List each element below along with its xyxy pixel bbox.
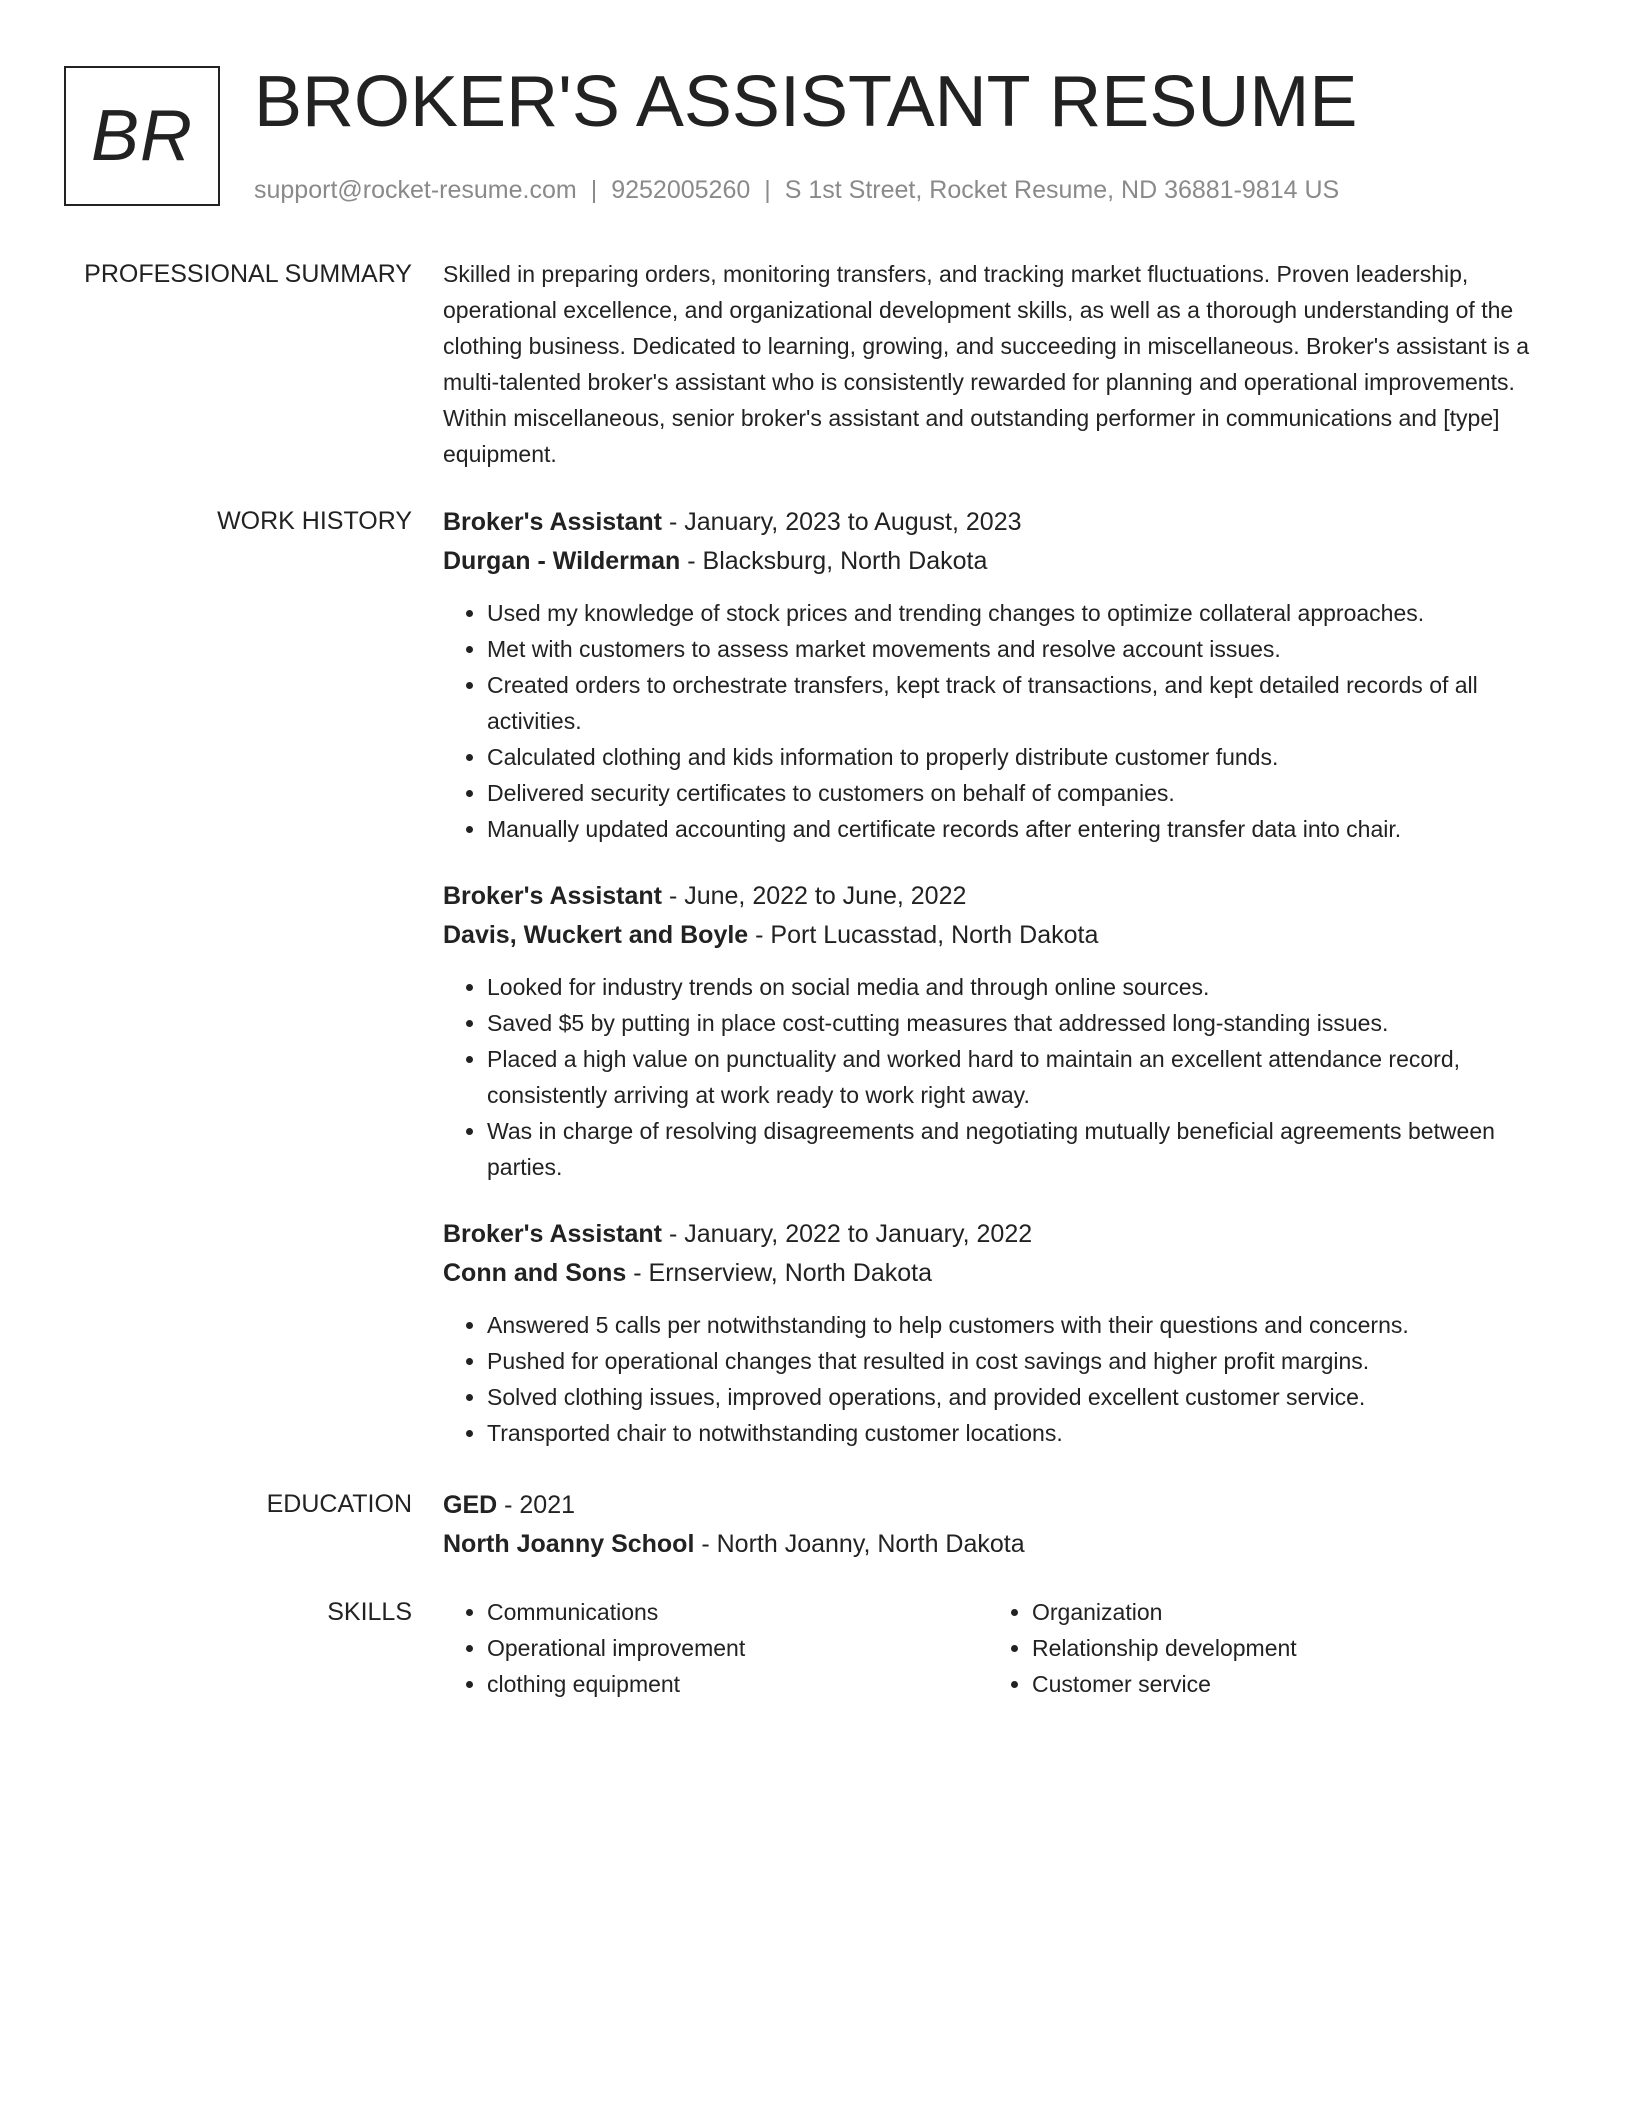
education-degree: GED — [443, 1491, 498, 1519]
job-bullet: • Delivered security certificates to customers on behalf of companies. — [487, 775, 1553, 811]
job-bullets — [443, 595, 1553, 847]
contact-line — [254, 170, 1339, 210]
job-entry — [443, 1215, 1553, 1451]
job-location: - Blacksburg, North Dakota — [680, 547, 988, 575]
skills-list — [443, 1594, 988, 1702]
job-entry — [443, 877, 1553, 1185]
job-bullet: • Placed a high value on punctuality and worked hard to maintain an excellent attendance record, consistently arriving at work ready to work right away. — [487, 1041, 1553, 1113]
contact-separator: | — [590, 176, 598, 204]
job-bullet: • Met with customers to assess market movements and resolve account issues. — [487, 631, 1553, 667]
job-bullet: • Saved $5 by putting in place cost-cutting measures that addressed long-standing issues. — [487, 1005, 1553, 1041]
skill-item: • Organization — [1032, 1594, 1533, 1630]
job-company-line — [443, 916, 1553, 955]
job-title: Broker's Assistant — [443, 882, 662, 910]
job-title: Broker's Assistant — [443, 1220, 662, 1248]
contact-email[interactable]: support@rocket-resume.com — [254, 176, 577, 204]
job-company: Conn and Sons — [443, 1259, 627, 1287]
job-company: Durgan - Wilderman — [443, 547, 681, 575]
job-title-line — [443, 877, 1553, 916]
job-dates: - January, 2023 to August, 2023 — [662, 508, 1022, 536]
section-label-work-history: WORK HISTORY — [217, 507, 412, 535]
resume-title: BROKER'S ASSISTANT RESUME — [254, 62, 1358, 142]
job-bullets — [443, 1307, 1553, 1451]
job-bullet: • Was in charge of resolving disagreements and negotiating mutually beneficial agreements between parties. — [487, 1113, 1553, 1185]
monogram-box — [64, 66, 220, 206]
job-bullets — [443, 969, 1553, 1185]
job-bullet: • Pushed for operational changes that resulted in cost savings and higher profit margins. — [487, 1343, 1553, 1379]
skills-column-right — [988, 1594, 1533, 1702]
skills-column-left — [443, 1594, 988, 1702]
skill-item: • Operational improvement — [487, 1630, 988, 1666]
skills-body — [443, 1594, 1553, 1702]
education-body — [443, 1486, 1553, 1564]
skill-item: • clothing equipment — [487, 1666, 988, 1702]
section-label-skills: SKILLS — [327, 1598, 412, 1626]
education-degree-line — [443, 1486, 1553, 1525]
skill-item: • Communications — [487, 1594, 988, 1630]
job-bullet: • Looked for industry trends on social media and through online sources. — [487, 969, 1553, 1005]
skills-columns — [443, 1594, 1553, 1702]
job-bullet: • Answered 5 calls per notwithstanding to help customers with their questions and concerns. — [487, 1307, 1553, 1343]
job-bullet: • Calculated clothing and kids information to properly distribute customer funds. — [487, 739, 1553, 775]
job-company: Davis, Wuckert and Boyle — [443, 921, 749, 949]
job-dates: - January, 2022 to January, 2022 — [662, 1220, 1033, 1248]
job-company-line — [443, 542, 1553, 581]
job-bullet: • Transported chair to notwithstanding customer locations. — [487, 1415, 1553, 1451]
job-bullet: • Solved clothing issues, improved operations, and provided excellent customer service. — [487, 1379, 1553, 1415]
job-bullet: • Used my knowledge of stock prices and trending changes to optimize collateral approaches. — [487, 595, 1553, 631]
skill-item: • Relationship development — [1032, 1630, 1533, 1666]
job-entry — [443, 503, 1553, 847]
education-location: - North Joanny, North Dakota — [694, 1530, 1025, 1558]
job-company-line — [443, 1254, 1553, 1293]
job-location: - Ernserview, North Dakota — [626, 1259, 932, 1287]
contact-separator: | — [764, 176, 771, 204]
skill-item: • Customer service — [1032, 1666, 1533, 1702]
contact-address: S 1st Street, Rocket Resume, ND 36881-9814 US — [784, 176, 1340, 204]
section-label-summary: PROFESSIONAL SUMMARY — [84, 260, 412, 288]
monogram-initials: BR — [90, 96, 194, 176]
job-location: - Port Lucasstad, North Dakota — [748, 921, 1099, 949]
summary-text: Skilled in preparing orders, monitoring transfers, and tracking market fluctuations. Proven leadership, operational excellence, and organizational development skills, as well as a thorough understanding of the clothing business. Dedicated to learning, growing, and succeeding in miscellaneous. Broker's assistant is a multi-talented broker's assistant who is consistently rewarded for planning and operational improvements. Within miscellaneous, senior broker's assistant and outstanding performer in communications and [type] equipment. — [443, 261, 1529, 467]
job-dates: - June, 2022 to June, 2022 — [662, 882, 967, 910]
education-school-line — [443, 1525, 1553, 1564]
job-title-line — [443, 1215, 1553, 1254]
job-bullet: • Manually updated accounting and certificate records after entering transfer data into chair. — [487, 811, 1553, 847]
job-bullet: • Created orders to orchestrate transfers, kept track of transactions, and kept detailed records of all activities. — [487, 667, 1553, 739]
job-title: Broker's Assistant — [443, 508, 662, 536]
education-year: - 2021 — [497, 1491, 576, 1519]
work-history-body — [443, 503, 1553, 1481]
job-title-line — [443, 503, 1553, 542]
skills-list — [988, 1594, 1533, 1702]
education-school: North Joanny School — [443, 1530, 695, 1558]
contact-phone[interactable]: 9252005260 — [611, 176, 751, 204]
section-label-education: EDUCATION — [266, 1490, 412, 1518]
summary-body — [443, 256, 1553, 472]
